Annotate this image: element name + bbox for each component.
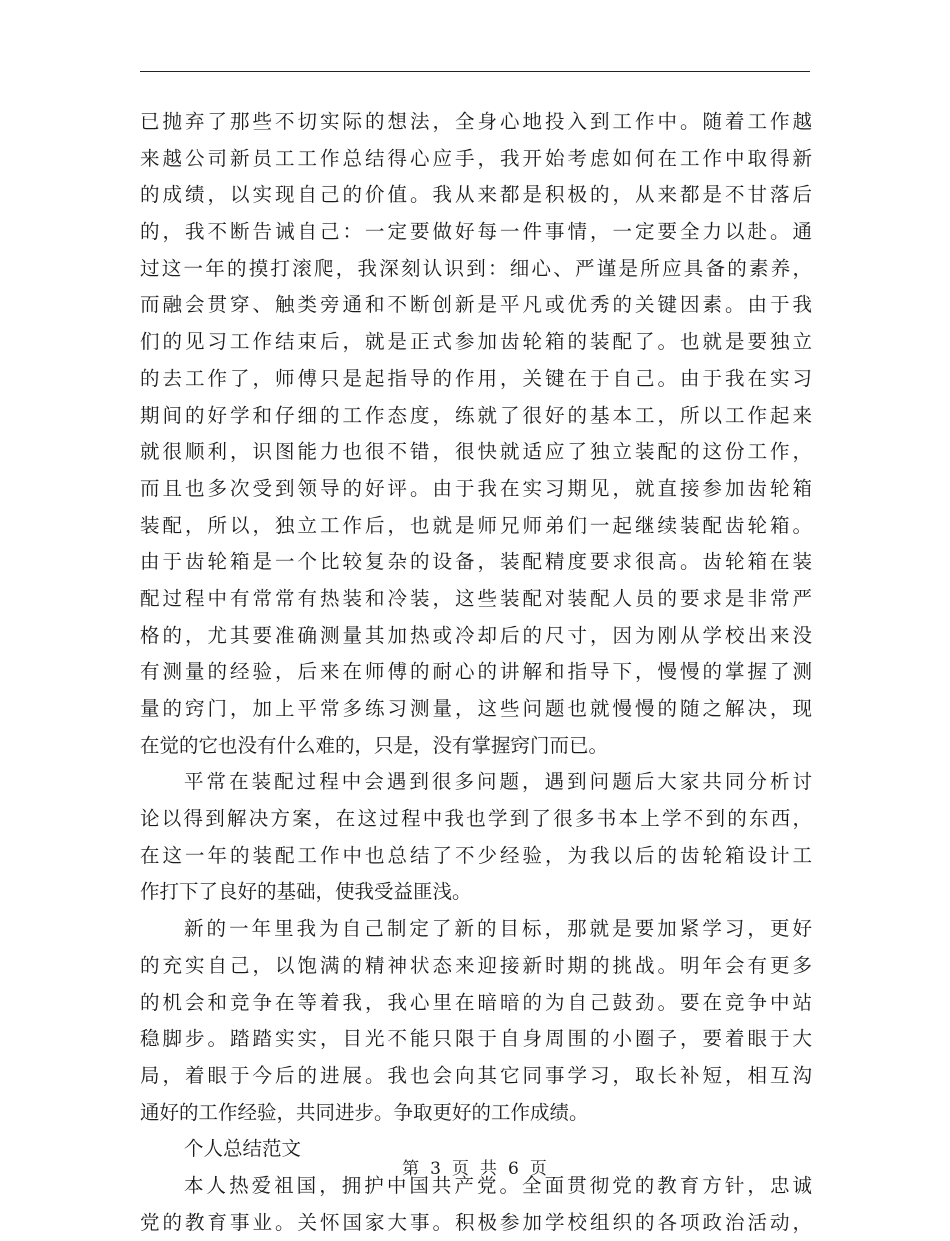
header-rule	[140, 71, 810, 72]
text-line: 来越公司新员工工作总结得心应手，我开始考虑如何在工作中取得新	[140, 146, 812, 170]
text-line: 的充实自己，以饱满的精神状态来迎接新时期的挑战。明年会有更多	[140, 953, 812, 977]
page-footer	[0, 1154, 950, 1179]
text-line: 已抛弃了那些不切实际的想法，全身心地投入到工作中。随着工作越	[140, 110, 812, 133]
text-line: 的成绩，以实现自己的价值。我从来都是积极的，从来都是不甘落后	[140, 183, 812, 207]
text-line: 论以得到解决方案，在这过程中我也学到了很多书本上学不到的东西，	[140, 807, 812, 831]
text-line: 本人热爱祖国，拥护中国共产党。全面贯彻党的教育方针，忠诚	[184, 1173, 812, 1197]
text-line: 格的，尤其要准确测量其加热或冷却后的尺寸，因为刚从学校出来没	[140, 623, 812, 647]
text-line: 在这一年的装配工作中也总结了不少经验，为我以后的齿轮箱设计工	[140, 843, 812, 867]
text-line: 新的一年里我为自己制定了新的目标，那就是要加紧学习，更好	[184, 917, 812, 941]
text-line: 的，我不断告诫自己：一定要做好每一件事情，一定要全力以赴。通	[140, 220, 812, 244]
text-line: 党的教育事业。关怀国家大事。积极参加学校组织的各项政治活动，	[140, 1210, 812, 1234]
text-line: 局，着眼于今后的进展。我也会向其它同事学习，取长补短，相互沟	[140, 1063, 812, 1087]
text-line: 装配，所以，独立工作后，也就是师兄师弟们一起继续装配齿轮箱。	[140, 513, 812, 537]
text-line: 而融会贯穿、触类旁通和不断创新是平凡或优秀的关键因素。由于我	[140, 293, 812, 317]
text-line: 们的见习工作结束后，就是正式参加齿轮箱的装配了。也就是要独立	[140, 330, 812, 354]
text-line: 平常在装配过程中会遇到很多问题，遇到问题后大家共同分析讨	[184, 770, 812, 794]
text-line: 在觉的它也没有什么难的，只是，没有掌握窍门而已。	[140, 733, 609, 757]
document-body	[140, 104, 812, 1241]
text-line: 的机会和竞争在等着我，我心里在暗暗的为自己鼓劲。要在竞争中站	[140, 990, 812, 1014]
text-line: 个人总结范文	[184, 1137, 302, 1161]
text-line: 期间的好学和仔细的工作态度，练就了很好的基本工，所以工作起来	[140, 403, 812, 427]
text-line: 就很顺利，识图能力也很不错，很快就适应了独立装配的这份工作，	[140, 440, 812, 464]
footer-suffix: 页	[529, 1159, 548, 1179]
text-line: 通好的工作经验，共同进步。争取更好的工作成绩。	[140, 1100, 589, 1124]
text-line: 配过程中有常常有热装和冷装，这些装配对装配人员的要求是非常严	[140, 586, 812, 610]
text-line: 而且也多次受到领导的好评。由于我在实习期见，就直接参加齿轮箱	[140, 476, 812, 500]
text-line: 有测量的经验，后来在师傅的耐心的讲解和指导下，慢慢的掌握了测	[140, 660, 812, 684]
text-line: 由于齿轮箱是一个比较复杂的设备，装配精度要求很高。齿轮箱在装	[140, 550, 812, 574]
text-line: 过这一年的摸打滚爬，我深刻认识到：细心、严谨是所应具备的素养，	[140, 256, 812, 280]
footer-total-word: 共	[480, 1159, 498, 1179]
footer-current-page: 3	[430, 1159, 442, 1179]
text-line: 作打下了良好的基础，使我受益匪浅。	[140, 880, 472, 904]
footer-prefix: 第	[402, 1159, 421, 1179]
text-line: 量的窍门，加上平常多练习测量，这些问题也就慢慢的随之解决，现	[140, 697, 812, 720]
text-line: 的去工作了，师傅只是起指导的作用，关键在于自己。由于我在实习	[140, 366, 812, 390]
footer-total-pages: 6	[508, 1159, 520, 1179]
footer-page-word: 页	[452, 1159, 470, 1179]
text-line: 稳脚步。踏踏实实，目光不能只限于自身周围的小圈子，要着眼于大	[140, 1027, 812, 1051]
